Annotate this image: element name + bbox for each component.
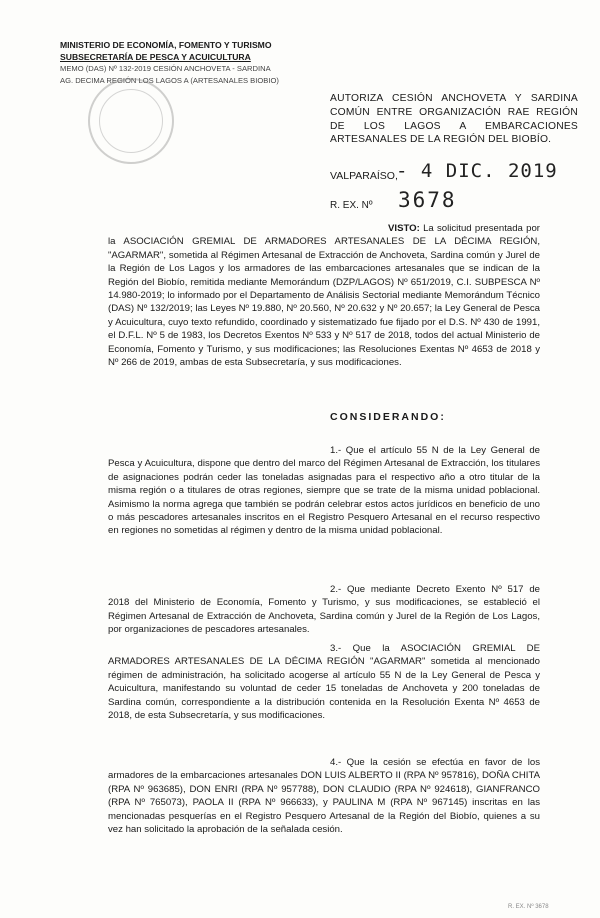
memo-reference: MEMO (DAS) Nº 132-2019 CESIÓN ANCHOVETA - SARDINA [60,64,271,73]
considerando-2-text: 2.- Que mediante Decreto Exento Nº 517 de 2018 del Ministerio de Economía, Fomento y Turismo, y sus modificaciones, se estableció el Régimen Artesanal de Extracción de Anchoveta, Sardina común y Jurel de la Región de Los Lagos, por organizaciones de pescadores artesanales. [108,584,540,636]
resolution-date: - 4 DIC. 2019 [396,160,558,182]
memo-reference-2: AG. DECIMA REGIÓN LOS LAGOS A (ARTESANALES BIOBIO) [60,75,279,85]
official-seal-icon [88,78,174,164]
considerando-4 [108,756,540,836]
rex-number: 3678 [398,188,457,212]
resolution-title: AUTORIZA CESIÓN ANCHOVETA Y SARDINA COMÚN ENTRE ORGANIZACIÓN RAE REGIÓN DE LOS LAGOS A EMBARCACIONES ARTESANALES DE LA REGIÓN DEL BIOBÍO. [330,93,578,146]
visto-text: La solicitud presentada por la ASOCIACIÓN GREMIAL DE ARMADORES ARTESANALES DE LA DÉCIMA REGIÓN, "AGARMAR", sometida al Régimen Artesanal de Extracción de Anchoveta, Sardina común y Jurel de la Región de Los Lagos y los armadores de las embarcaciones artesanales que se indican de la Región del Biobío, remitida mediante Memorándum (DZP/LAGOS) Nº 651/2019, C.I. SUBPESCA Nº 14.980-2019; lo informado por el Departamento de Análisis Sectorial mediante Memorándum Técnico (DAS) Nº 132/2019; las Leyes Nº 19.880, Nº 20.560, Nº 20.632 y Nº 20.657; la Ley General de Pesca y Acuicultura, cuyo texto refundido, coordinado y sistematizado fue fijado por el D.S. Nº 430 de 1991, el D.F.L. Nº 5 de 1983, los Decretos Exentos Nº 533 y Nº 517 de 2018, todos del actual Ministerio de Economía, Fomento y Turismo, y sus modificaciones; las Resoluciones Exentas Nº 4653 de 2018 y Nº 266 de 2019, ambas de esta Subsecretaría, y sus modificaciones. [108,223,540,369]
considerando-4-text: 4.- Que la cesión se efectúa en favor de los armadores de la embarcaciones artesanales DON LUIS ALBERTO II (RPA Nº 957816), DOÑA CHITA (RPA Nº 963685), DON ENRI (RPA Nº 957788), DON CLAUDIO (RPA Nº 924618), GIANFRANCO (RPA Nº 765073), PAOLA II (RPA Nº 966633), y PAULINA M (RPA Nº 967145) inscritas en las mencionadas pesquerías en el Registro Pesquero Artesanal de la Región del Biobío, quienes a su vez han solicitado la aprobación de la señalada cesión. [108,757,540,836]
considerando-2 [108,583,540,637]
visto-paragraph [108,222,540,369]
visto-label: VISTO: [388,223,420,234]
considerando-1-text: 1.- Que el artículo 55 N de la Ley General de Pesca y Acuicultura, dispone que dentro del marco del Régimen Artesanal de Extracción, los titulares de asignaciones podrán ceder las toneladas asignadas para el respectivo año a otro titular de la misma región o a titulares de otras regiones, siempre que se trate de la misma unidad poblacional. Asimismo la norma agrega que también se podrán celebrar estos actos jurídicos en beneficio de uno o más pescadores artesanales inscritos en el Registro Pesquero Artesanal en el recurso respectivo en regiones no sometidas al régimen y dentro de la misma unidad poblacional. [108,445,540,537]
subsecretariat-name: SUBSECRETARÍA DE PESCA Y ACUICULTURA [60,51,251,62]
considerando-3 [108,642,540,722]
ministry-name: MINISTERIO DE ECONOMÍA, FOMENTO Y TURISMO [60,40,272,50]
rex-label: R. EX. Nº [330,200,373,211]
letterhead [60,40,290,86]
considerando-heading: CONSIDERANDO: [330,411,446,423]
visto-section [108,222,540,369]
footer-reference: R. EX. Nº 3678 [508,904,549,910]
considerando-1 [108,444,540,538]
place-label: VALPARAÍSO, [330,170,398,182]
considerando-3-text: 3.- Que la ASOCIACIÓN GREMIAL DE ARMADORES ARTESANALES DE LA DÉCIMA REGIÓN "AGARMAR" sometida al mencionado régimen de administración, ha solicitado acogerse al artículo 55 N de la Ley General de Pesca y Acuicultura, manifestando su voluntad de ceder 15 toneladas de Anchoveta y 200 toneladas de Sardina común, correspondiente a la distribución contenida en la Resolución Exenta Nº 4653 de 2018, de esta Subsecretaría, y sus modificaciones. [108,643,540,722]
